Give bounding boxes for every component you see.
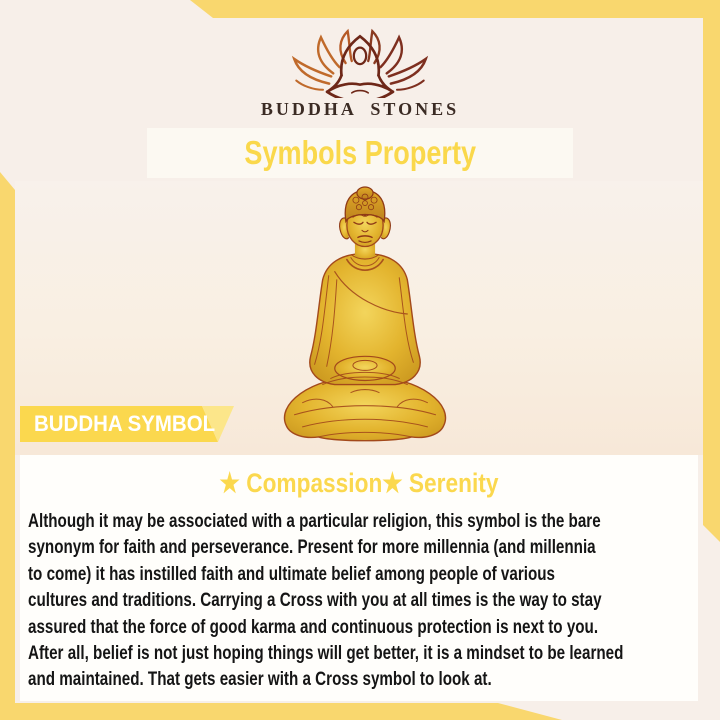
description-panel — [20, 455, 698, 701]
paragraph-line: cultures and traditions. Carrying a Cross with you at all times is the way to stay — [28, 590, 602, 612]
traits-heading: ★ Compassion★ Serenity — [219, 468, 499, 498]
page-title: Symbols Property — [244, 134, 476, 171]
frame-bottom-band — [0, 703, 562, 720]
golden-buddha-icon — [272, 185, 458, 447]
paragraph-line: and maintained. That gets easier with a Cross symbol to look at. — [28, 669, 492, 691]
title-band — [147, 128, 573, 178]
paragraph-line: Although it may be associated with a particular religion, this symbol is the bare — [28, 511, 601, 532]
frame-right-band — [703, 0, 720, 542]
ribbon-label: BUDDHA SYMBOL — [34, 411, 216, 436]
description-paragraph — [28, 509, 698, 694]
paragraph-line: After all, belief is not just hoping things will get better, it is a mindset to be learned — [28, 643, 624, 665]
traits-heading-row — [20, 468, 698, 499]
brand-name: BUDDHA STONES — [260, 99, 460, 119]
frame-top-band — [0, 0, 720, 18]
paragraph-line: synonym for faith and perseverance. Present for more millennia (and millennia — [28, 537, 596, 559]
paragraph-line: assured that the force of good karma and continuous protection is next to you. — [28, 616, 599, 638]
paragraph-line: to come) it has instilled faith and ultimate belief among people of various — [28, 563, 556, 585]
lotus-meditation-icon — [288, 24, 432, 98]
frame-left-band — [0, 172, 15, 720]
buddha-symbol-ribbon — [20, 406, 236, 442]
